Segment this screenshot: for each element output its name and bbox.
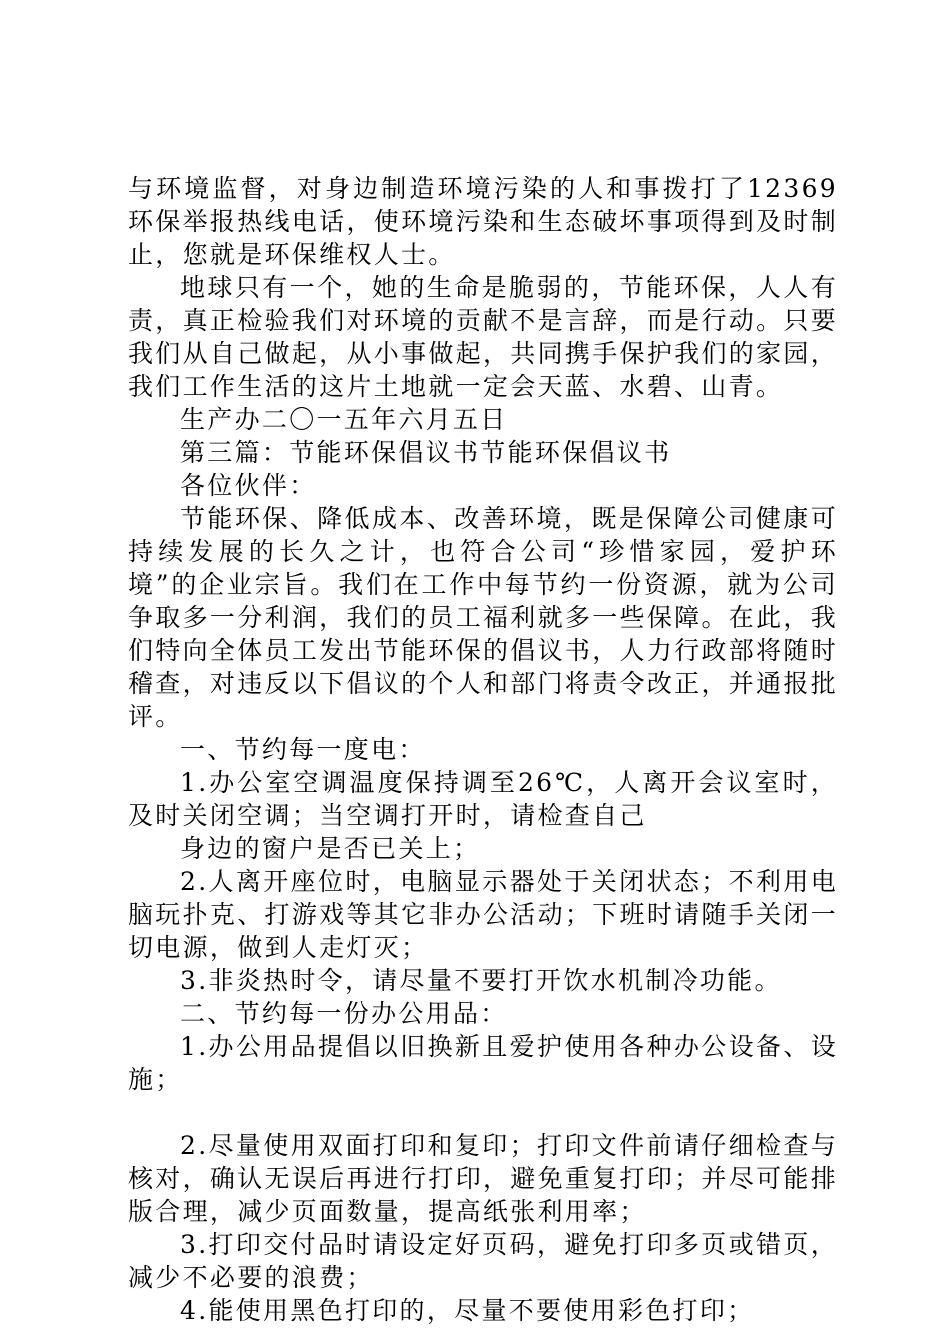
heading-save-office-supplies: 二、节约每一份办公用品： — [180, 999, 508, 1028]
item-duplex-printing: 2.尽量使用双面打印和复印；打印文件前请仔细检查与核对，确认无误后再进行打印，避免重复打印；并尽可能排版合理，减少页面数量，提高纸张利用率； — [128, 1131, 838, 1226]
heading-save-electricity: 一、节约每一度电： — [180, 735, 426, 764]
item-air-conditioner: 1.办公室空调温度保持调至26℃，人离开会议室时，及时关闭空调；当空调打开时，请检查自己 — [128, 768, 838, 830]
item-window-check: 身边的窗户是否已关上； — [180, 834, 481, 863]
salutation: 各位伙伴： — [180, 471, 317, 500]
document-body — [128, 172, 838, 1327]
section-title: 第三篇：节能环保倡议书节能环保倡议书 — [180, 438, 672, 467]
item-black-printing: 4.能使用黑色打印的，尽量不要使用彩色打印； — [180, 1296, 755, 1325]
paragraph-hotline: 与环境监督，对身边制造环境污染的人和事拨打了12369环保举报热线电话，使环境污染和生态破坏事项得到及时制止，您就是环保维权人士。 — [128, 174, 838, 269]
item-page-numbers: 3.打印交付品时请设定好页码，避免打印多页或错页，减少不必要的浪费； — [128, 1230, 838, 1292]
paragraph-earth: 地球只有一个，她的生命是脆弱的，节能环保，人人有责，真正检验我们对环境的贡献不是言辞，而是行动。只要我们从自己做起，从小事做起，共同携手保护我们的家园，我们工作生活的这片土地就一定会天蓝、水碧、山青。 — [128, 273, 838, 401]
signature-date: 生产办二〇一五年六月五日 — [180, 405, 508, 434]
paragraph-intro: 节能环保、降低成本、改善环境，既是保障公司健康可持续发展的长久之计，也符合公司“珍惜家园，爱护环境”的企业宗旨。我们在工作中每节约一份资源，就为公司争取多一分利润，我们的员工福利就多一些保障。在此，我们特向全体员工发出节能环保的倡议书，人力行政部将随时稽查，对违反以下倡议的个人和部门将责令改正，并通报批评。 — [128, 504, 838, 731]
item-computer-off: 2.人离开座位时，电脑显示器处于关闭状态；不利用电脑玩扑克、打游戏等其它非办公活动；下班时请随手关闭一切电源，做到人走灯灭； — [128, 867, 838, 962]
item-water-dispenser: 3.非炎热时令，请尽量不要打开饮水机制冷功能。 — [180, 966, 782, 995]
item-office-equipment: 1.办公用品提倡以旧换新且爱护使用各种办公设备、设施； — [128, 1032, 838, 1094]
